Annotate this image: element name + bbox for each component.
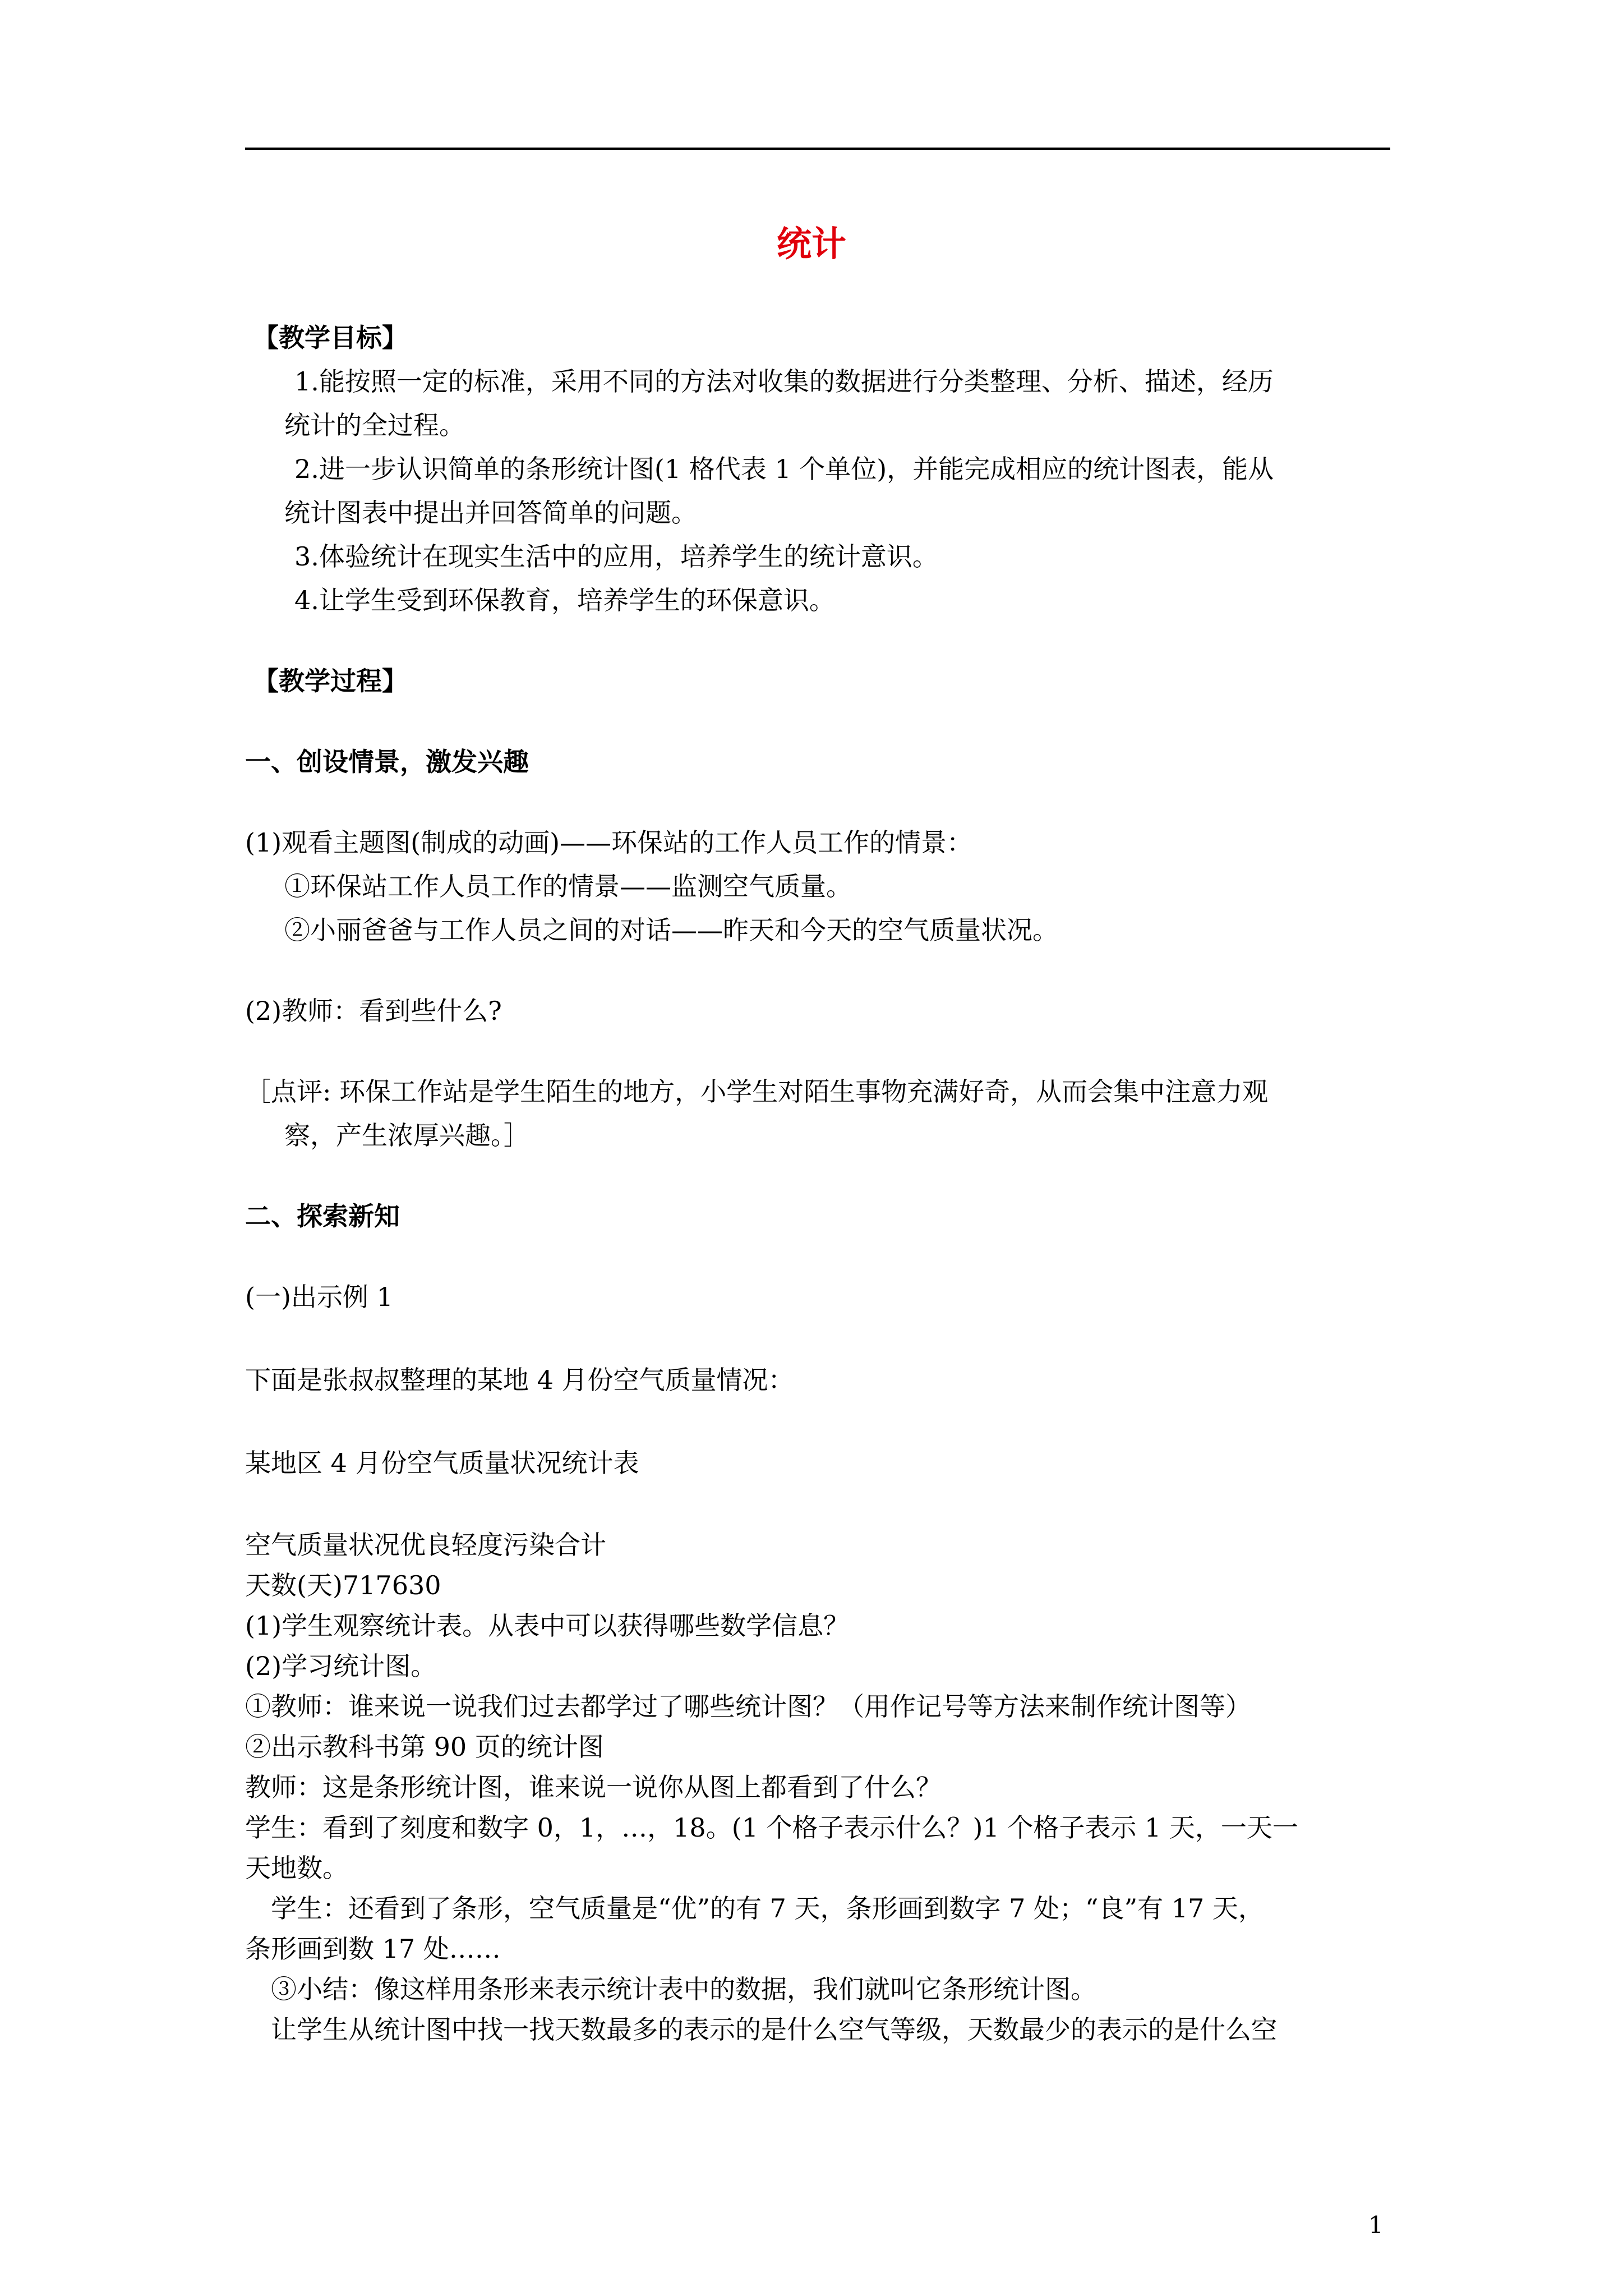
text-line: ③小结：像这样用条形来表示统计表中的数据，我们就叫它条形统计图。 [271,1974,1096,2004]
subsection-heading: 二、探索新知 [245,1201,400,1231]
text-line: ②小丽爸爸与工作人员之间的对话——昨天和今天的空气质量状况。 [284,915,1058,945]
section-heading-objectives: 【教学目标】 [253,323,408,353]
text-line: 1.能按照一定的标准，采用不同的方法对收集的数据进行分类整理、分析、描述，经历 [294,366,1274,397]
text-line: 统计图表中提出并回答简单的问题。 [284,498,697,528]
table-row: 空气质量状况优良轻度污染合计 [245,1530,606,1560]
section-heading-process: 【教学过程】 [253,666,408,696]
text-line: 4.让学生受到环保教育，培养学生的环保意识。 [294,585,835,615]
page-title: 统计 [776,223,846,264]
text-line: 2.进一步认识简单的条形统计图(1 格代表 1 个单位)，并能完成相应的统计图表，能从 [294,454,1274,484]
text-line: 3.体验统计在现实生活中的应用，培养学生的统计意识。 [294,541,938,572]
text-line: (1)学生观察统计表。从表中可以获得哪些数学信息？ [245,1611,850,1641]
text-line: 学生：看到了刻度和数字 0，1，…，18。(1 个格子表示什么？)1 个格子表示 1 天，一天一 [245,1812,1298,1843]
text-line: 学生：还看到了条形，空气质量是“优”的有 7 天，条形画到数字 7 处；“良”有 17 天， [271,1893,1264,1924]
header-rule [245,148,1390,150]
text-line: 下面是张叔叔整理的某地 4 月份空气质量情况： [245,1365,794,1395]
text-line: (2)学习统计图。 [245,1651,437,1681]
comment-line: 察，产生浓厚兴趣。］ [284,1120,529,1151]
text-line: ②出示教科书第 90 页的统计图 [245,1732,604,1762]
text-line: ①环保站工作人员工作的情景——监测空气质量。 [284,871,852,901]
text-line: 教师：这是条形统计图，谁来说一说你从图上都看到了什么？ [245,1772,942,1802]
text-line: (一)出示例 1 [245,1282,393,1312]
text-line: 统计的全过程。 [284,410,465,440]
table-row: 天数(天)717630 [245,1570,441,1600]
subsection-heading: 一、创设情景，激发兴趣 [245,747,529,777]
text-line: 条形画到数 17 处…… [245,1934,501,1964]
text-line: ①教师：谁来说一说我们过去都学过了哪些统计图？（用作记号等方法来制作统计图等） [245,1691,1251,1722]
text-line: 天地数。 [245,1853,348,1883]
text-line: 让学生从统计图中找一找天数最多的表示的是什么空气等级，天数最少的表示的是什么空 [271,2014,1277,2045]
text-line: (2)教师：看到些什么? [245,996,502,1026]
comment-line: ［点评: 环保工作站是学生陌生的地方，小学生对陌生事物充满好奇，从而会集中注意力观 [245,1076,1269,1107]
text-line: (1)观看主题图(制成的动画)——环保站的工作人员工作的情景： [245,827,973,858]
table-caption: 某地区 4 月份空气质量状况统计表 [245,1448,639,1478]
page-number: 1 [1368,2211,1384,2239]
